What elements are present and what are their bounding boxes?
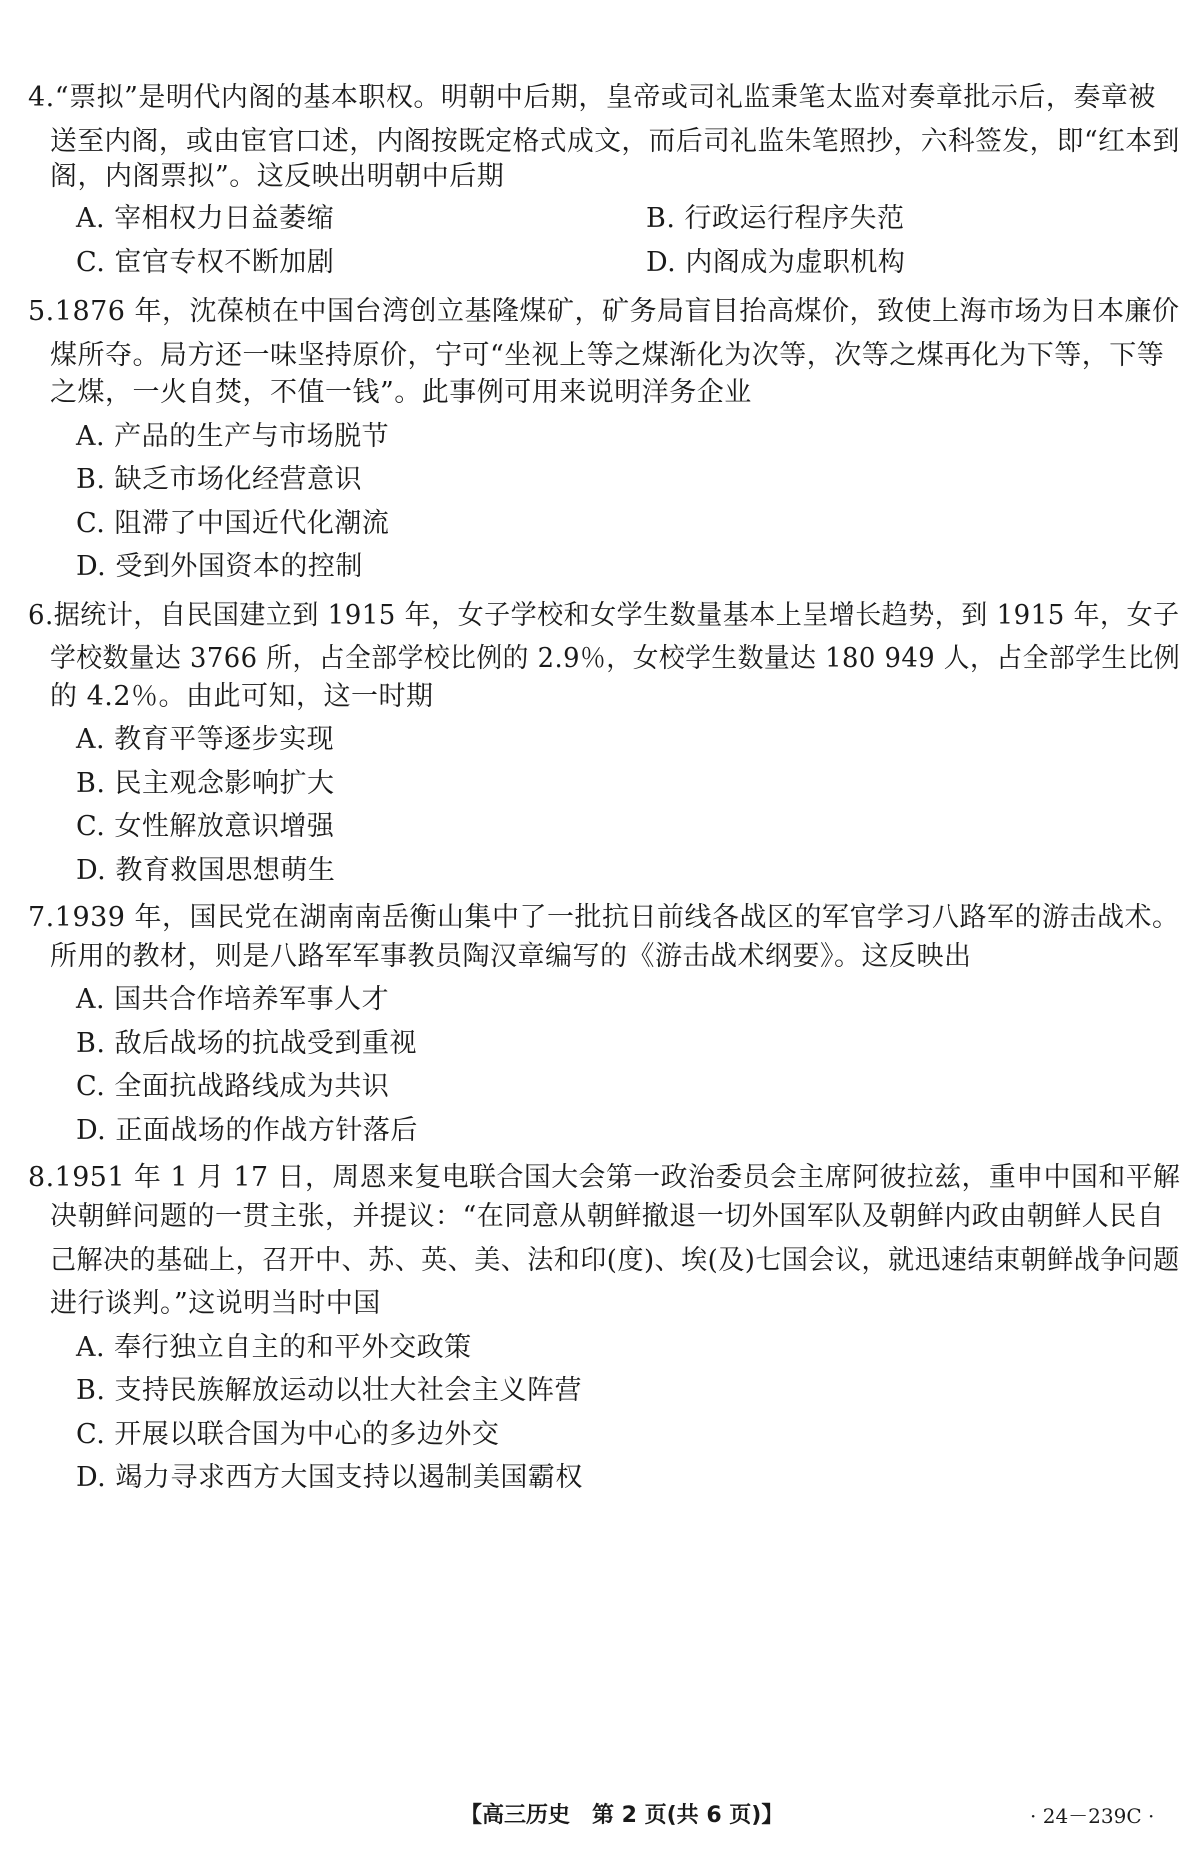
page-footer-code: · 24－239C · [1030,1804,1155,1828]
question-7-line-2: 所用的教材，则是八路军军事教员陶汉章编写的《游击战术纲要》。这反映出 [50,941,972,972]
question-8-option-a: A. 奉行独立自主的和平外交政策 [76,1332,472,1363]
question-6-line-1: 6.据统计，自民国建立到 1915 年，女子学校和女学生数量基本上呈增长趋势，到 1915 年，女子 [28,600,1180,631]
question-8-option-c: C. 开展以联合国为中心的多边外交 [76,1419,500,1450]
question-7-option-c: C. 全面抗战路线成为共识 [76,1071,390,1102]
question-6-line-3: 的 4.2％。由此可知，这一时期 [50,681,434,712]
question-5-option-c: C. 阻滞了中国近代化潮流 [76,508,390,539]
question-4-line-3: 阁，内阁票拟”。这反映出明朝中后期 [50,161,505,192]
question-5-option-b: B. 缺乏市场化经营意识 [76,464,363,495]
page-footer-title: 【高三历史 第 2 页(共 6 页)】 [460,1803,784,1828]
question-6-option-d: D. 教育救国思想萌生 [76,855,336,886]
question-7-option-a: A. 国共合作培养军事人才 [76,984,390,1015]
question-7-option-d: D. 正面战场的作战方针落后 [76,1115,418,1146]
question-8-line-4: 进行谈判。”这说明当时中国 [50,1288,381,1319]
question-8-line-2: 决朝鲜问题的一贯主张，并提议：“在同意从朝鲜撤退一切外国军队及朝鲜内政由朝鲜人民自 [50,1201,1165,1232]
question-6-option-a: A. 教育平等逐步实现 [76,724,335,755]
question-5-option-d: D. 受到外国资本的控制 [76,551,363,582]
question-5-line-2: 煤所夺。局方还一味坚持原价，宁可“坐视上等之煤渐化为次等，次等之煤再化为下等，下等 [50,340,1165,371]
question-6-option-b: B. 民主观念影响扩大 [76,768,335,799]
question-8-line-1: 8.1951 年 1 月 17 日，周恩来复电联合国大会第一政治委员会主席阿彼拉兹，重申中国和平解 [28,1162,1181,1193]
question-8-line-3: 己解决的基础上，召开中、苏、英、美、法和印(度)、埃(及)七国会议，就迅速结束朝鲜战争问题 [50,1245,1180,1276]
question-6-line-2: 学校数量达 3766 所，占全部学校比例的 2.9％，女校学生数量达 180 949 人，占全部学生比例 [50,643,1181,674]
question-5-option-a: A. 产品的生产与市场脱节 [76,421,390,452]
question-5-line-3: 之煤，一火自焚，不值一钱”。此事例可用来说明洋务企业 [50,377,752,408]
question-8-option-b: B. 支持民族解放运动以壮大社会主义阵营 [76,1375,583,1406]
question-7-line-1: 7.1939 年，国民党在湖南南岳衡山集中了一批抗日前线各战区的军官学习八路军的游击战术。 [28,902,1180,933]
question-4-line-2: 送至内阁，或由宦官口述，内阁按既定格式成文，而后司礼监朱笔照抄，六科签发，即“红本到 [50,126,1180,157]
question-4-option-c: C. 宦官专权不断加剧 [76,247,335,278]
question-8-option-d: D. 竭力寻求西方大国支持以遏制美国霸权 [76,1462,583,1493]
question-4-option-b: B. 行政运行程序失范 [646,203,905,234]
question-4-option-d: D. 内阁成为虚职机构 [646,247,906,278]
question-4-line-1: 4.“票拟”是明代内阁的基本职权。明朝中后期，皇帝或司礼监秉笔太监对奏章批示后，奏章被 [28,82,1156,113]
question-6-option-c: C. 女性解放意识增强 [76,811,335,842]
question-7-option-b: B. 敌后战场的抗战受到重视 [76,1028,418,1059]
question-4-option-a: A. 宰相权力日益萎缩 [76,203,335,234]
question-5-line-1: 5.1876 年，沈葆桢在中国台湾创立基隆煤矿，矿务局盲目抬高煤价，致使上海市场为日本廉价 [28,296,1180,327]
